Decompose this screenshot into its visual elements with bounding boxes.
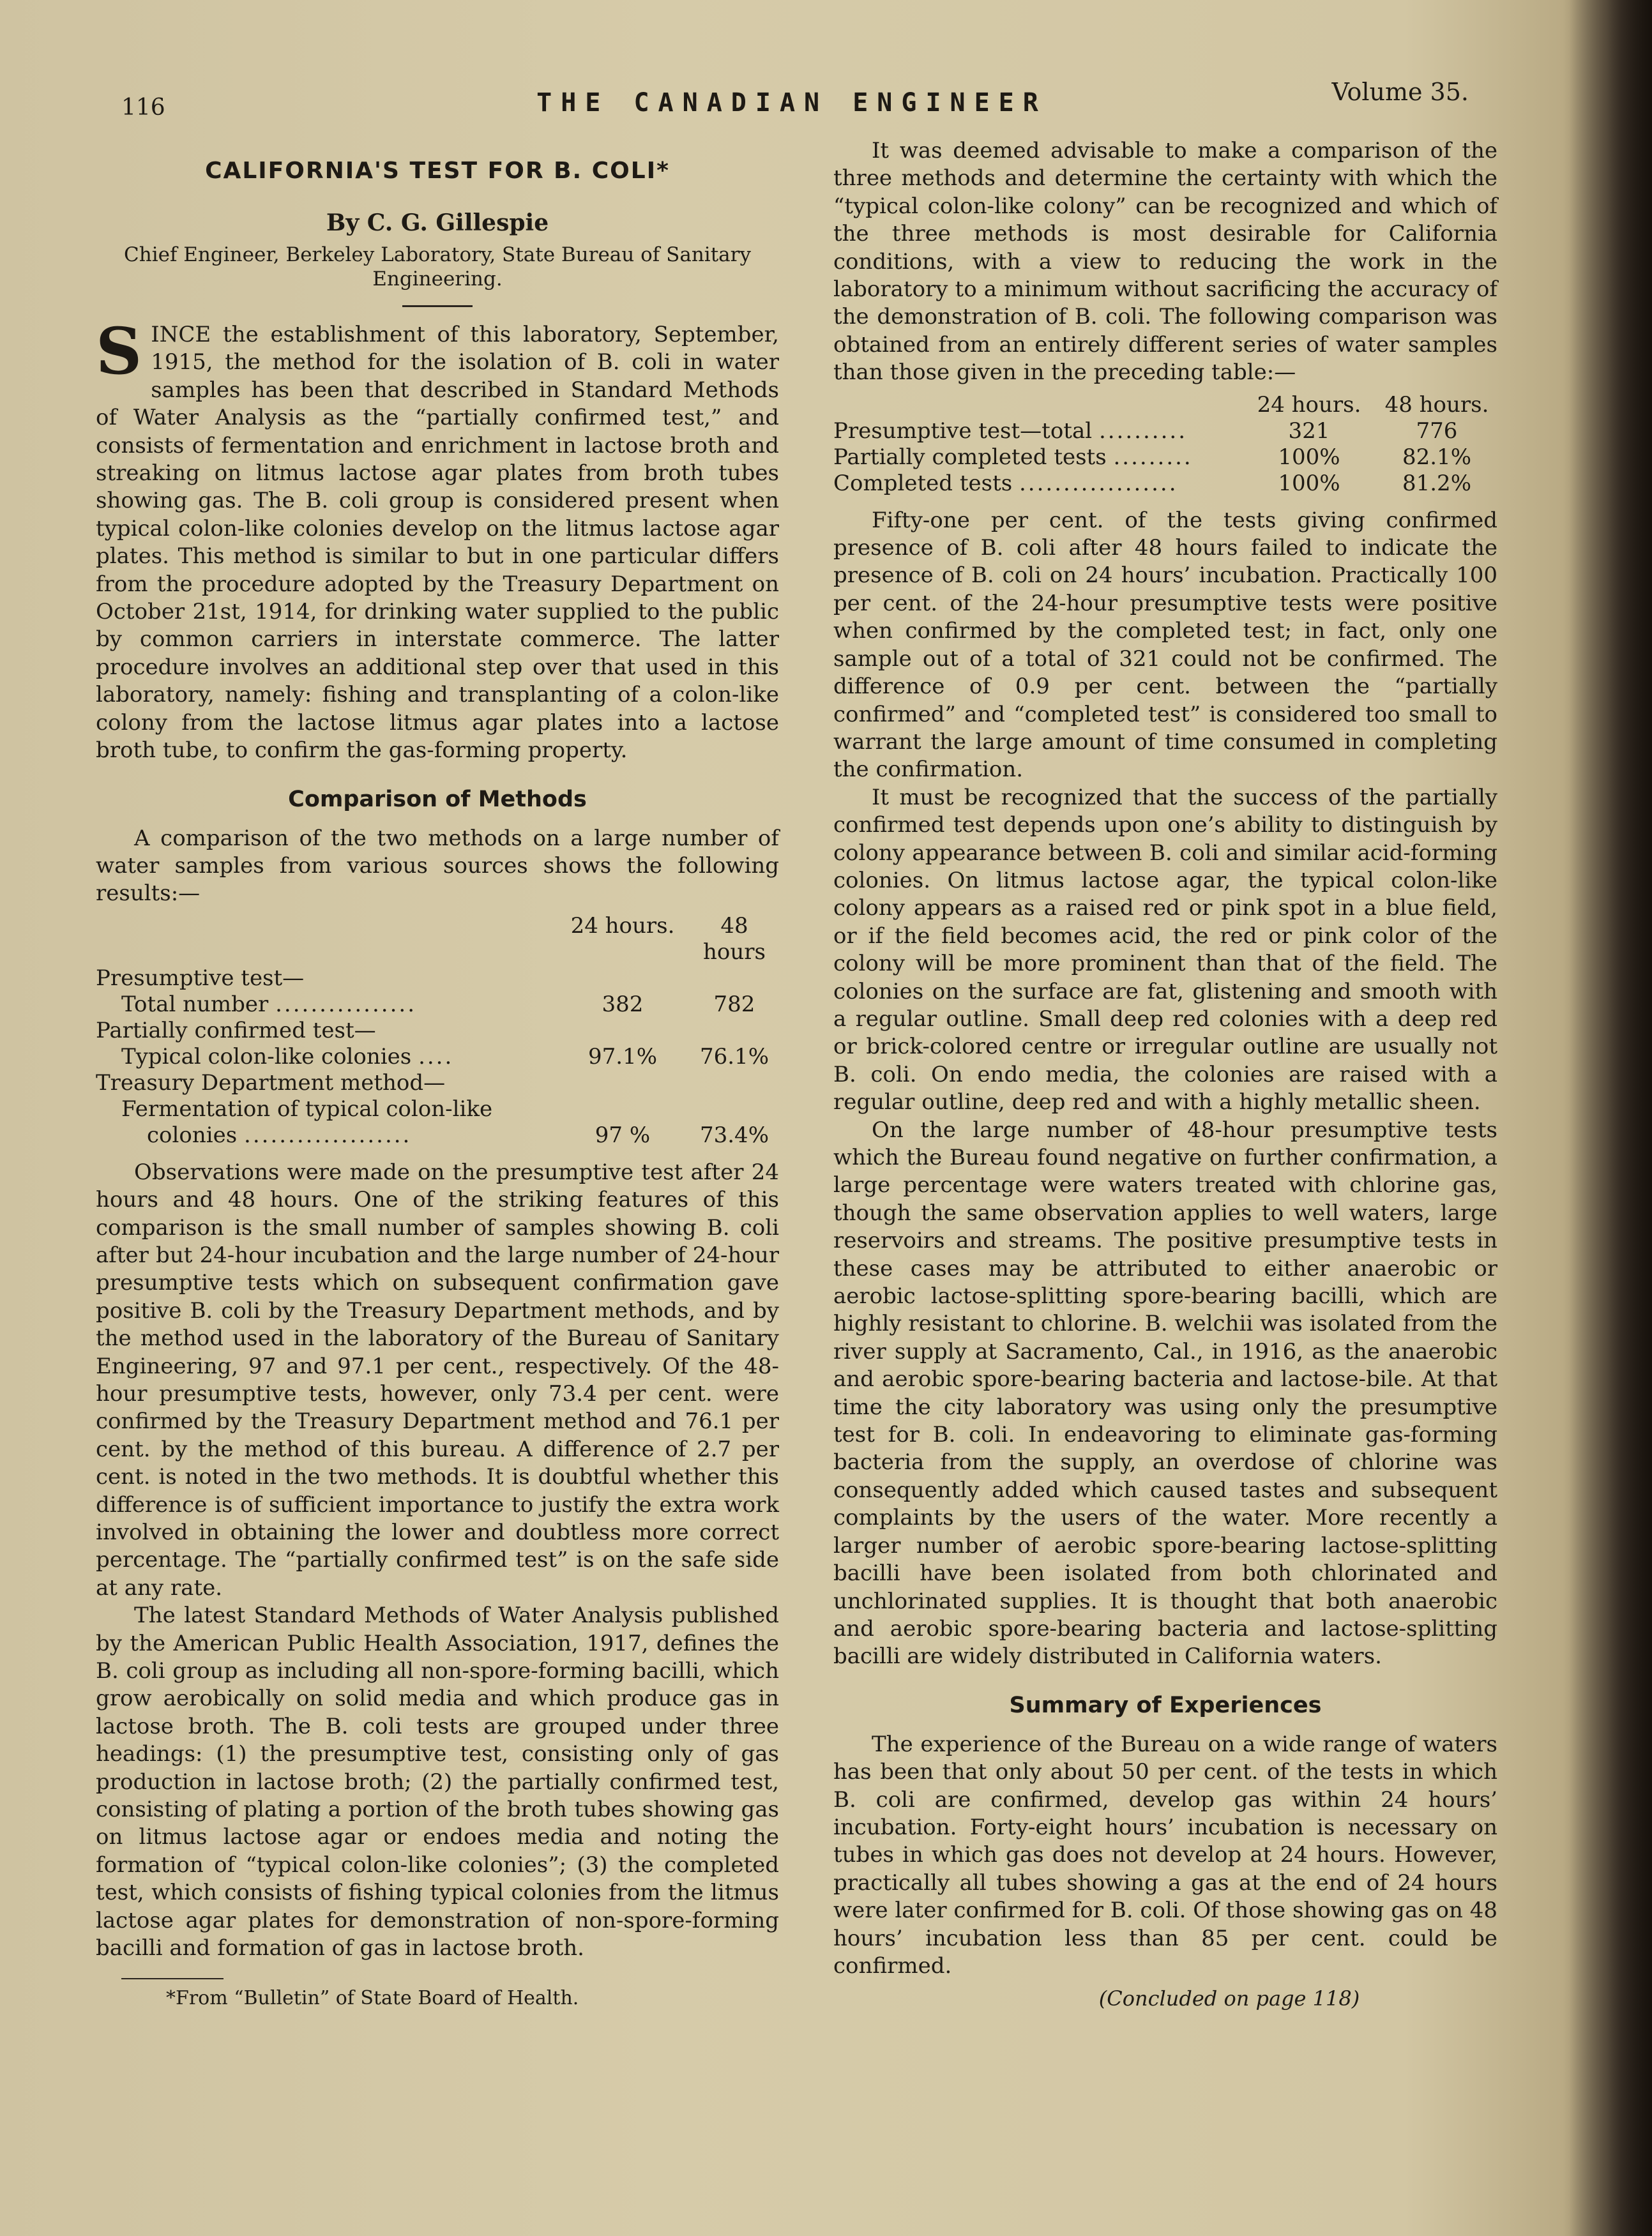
cell-value: 97 % [595, 1122, 651, 1148]
intro-paragraph [96, 313, 779, 765]
recognized-paragraph: It must be recognized that the success of the partially confirmed test depends upon one’s ability to distinguish by colony appearance between B. coli and similar acid-forming colonies. On litmus lactose agar, the typical colon-like colony appears as a raised red or pink spot in a blue field, or if the field becomes acid, the red or pink color of the colony will be more prominent than that of the field. The colonies on the surface are fat, glistening and smooth with a regular outline. Small deep red colonies with a deep red or brick-colored centre or irregular outline are usually not B. coli. On endo media, the colonies are raised with a regular outline, deep red and with a highly metallic sheen. [833, 784, 1497, 1115]
standard-methods-paragraph: The latest Standard Methods of Water Analysis published by the American Public Health Association, 1917, defines the B. coli group as including all non-spore-forming bacilli, which grow aerobically on solid media and which produce gas in lactose broth. The B. coli tests are grouped under three headings: (1) the presumptive test, consisting only of gas production in lactose broth; (2) the partially confirmed test, consisting of plating a portion of the broth tubes showing gas on litmus lactose agar or endoes media and noting the formation of “typical colon-like colonies”; (3) the completed test, which consists of fishing typical colonies from the litmus lactose agar plates for demonstration of non-spore-forming bacilli and formation of gas in lactose broth. [96, 1603, 779, 1961]
summary-paragraph: The experience of the Bureau on a wide range of waters has been that only about 50 per cent. of the tests in which B. coli are confirmed, develop gas within 24 hours’ incubation. Forty-eight hours’ incubation is necessary on tubes in which gas does not develop at 24 hours. However, practically all tubes showing a gas at the end of 24 hours were later confirmed for B. coli. Of those showing gas on 48 hours’ incubation less than 85 per cent. could be confirmed. [833, 1731, 1497, 1979]
binding-shadow [1563, 0, 1652, 2236]
article-title: CALIFORNIA'S TEST FOR B. COLI* [205, 158, 670, 184]
table-row [96, 1070, 779, 1096]
summary-heading: Summary of Experiences [1009, 1692, 1322, 1718]
cell-value: 776 [1416, 418, 1458, 444]
leader-dots: ................ [275, 991, 417, 1017]
row-label: colonies [147, 1122, 238, 1148]
table-row [96, 992, 779, 1018]
drop-cap: S [96, 313, 142, 389]
divider-rule [402, 305, 473, 307]
leader-dots: .... [418, 1043, 454, 1069]
cell-value: 73.4% [699, 1122, 769, 1148]
running-header [96, 70, 1488, 121]
row-label: Completed tests [833, 470, 1013, 496]
journal-title: THE CANADIAN ENGINEER [536, 88, 1047, 117]
byline: By C. G. Gillespie [326, 209, 549, 236]
left-column [96, 144, 779, 2009]
leader-dots: .................. [1019, 470, 1178, 496]
row-label: Presumptive test— [96, 965, 305, 991]
leader-dots: ......... [1113, 444, 1193, 470]
affiliation: Chief Engineer, Berkeley Laboratory, State Bureau of Sanitary Engineering. [124, 243, 751, 291]
footnote-rule [121, 1978, 224, 1979]
cell-value: 100% [1278, 470, 1340, 496]
presumptive-tests-paragraph: On the large number of 48-hour presumptive tests which the Bureau found negative on further confirmation, a large percentage were waters treated with chlorine gas, though the same observation applies to well waters, large reservoirs and streams. The positive presumptive tests in these cases may be attributed to either anaerobic or aerobic lactose-splitting spore-bearing bacilli, which are highly resistant to chlorine. B. welchii was isolated from the river supply at Sacramento, Cal., in 1916, as the anaerobic and aerobic spore-bearing bacteria and lactose-bile. At that time the city laboratory was using only the presumptive test for B. coli. In endeavoring to eliminate gas-forming bacteria from the supply, an overdose of chlorine was consequently added which caused tastes and subsequent complaints by the users of the water. More recently a larger number of aerobic spore-bearing lactose-splitting bacilli have been isolated from both chlorinated and unchlorinated supplies. It is thought that both anaerobic and aerobic spore-bearing bacteria and lactose-splitting bacilli are widely distributed in California waters. [833, 1117, 1497, 1670]
table-header-row [833, 392, 1497, 418]
volume-label: Volume 35. [1331, 78, 1469, 106]
intro-text: INCE the establishment of this laboratory, September, 1915, the method for the isolation of B. coli in water samples has been that described in Standard Methods of Water Analysis as the “partially confirmed test,” and consists of fermentation and enrichment in lactose broth and streaking on litmus lactose agar plates from broth tubes showing gas. The B. coli group is considered present when typical colon-like colonies develop on the litmus lactose agar plates. This method is similar to but in one particular differs from the procedure adopted by the Treasury Department on October 21st, 1914, for drinking water supplied to the public by common carriers in interstate commerce. The latter procedure involves an additional step over that used in this laboratory, namely: fishing and transplanting of a colon-like colony from the lactose litmus agar plates into a lactose broth tube, to confirm the gas-forming property. [96, 322, 779, 764]
table-row [833, 418, 1497, 444]
observations-paragraph: Observations were made on the presumptive test after 24 hours and 48 hours. One of the striking features of this comparison is the small number of samples showing B. coli after but 24-hour incubation and the large number of 24-hour presumptive tests which on subsequent confirmation gave positive B. coli by the Treasury Department methods, and by the method used in the laboratory of the Bureau of Sanitary Engineering, 97 and 97.1 per cent., respectively. Of the 48-hour presumptive tests, however, only 73.4 per cent. were confirmed by the Treasury Department method and 76.1 per cent. by the method of this bureau. A difference of 2.7 per cent. is noted in the two methods. It is doubtful whether this difference is of sufficient importance to justify the extra work involved in obtaining the lower and doubtless more correct percentage. The “partially confirmed test” is on the safe side at any rate. [96, 1159, 779, 1601]
leader-dots: .......... [1098, 418, 1188, 444]
cell-value: 82.1% [1402, 444, 1471, 470]
footnote: *From “Bulletin” of State Board of Health. [166, 1986, 579, 2009]
table-col-header: 24 hours. [570, 912, 675, 939]
cell-value: 321 [1288, 418, 1330, 444]
advisable-paragraph: It was deemed advisable to make a comparison of the three methods and determine the certainty with which the “typical colon-like colony” can be recognized and which of the three methods is most desirable for California conditions, with a view to reducing the work in the laboratory to a minimum without sacrificing the accuracy of the demonstration of B. coli. The following comparison was obtained from an entirely different series of water samples than those given in the preceding table:— [833, 138, 1497, 386]
cell-value: 81.2% [1402, 470, 1471, 496]
row-label: Presumptive test—total [833, 418, 1093, 444]
cell-value: 382 [602, 991, 644, 1017]
leader-dots: ................... [244, 1122, 412, 1148]
continuation-note: (Concluded on page 118) [1098, 1986, 1360, 2011]
cell-value: 100% [1278, 444, 1340, 470]
table-row [96, 1018, 779, 1044]
table-row [96, 1096, 779, 1122]
cell-value: 76.1% [699, 1043, 769, 1069]
table-col-header: 48 hours [703, 912, 766, 965]
row-label: Partially confirmed test— [96, 1017, 376, 1043]
comparison-heading: Comparison of Methods [288, 786, 587, 812]
results-table-1 [96, 913, 779, 1149]
table-row [96, 1044, 779, 1070]
right-column [833, 137, 1497, 2011]
table-row [96, 965, 779, 992]
table-col-header: 24 hours. [1257, 391, 1361, 418]
table-row [833, 471, 1497, 497]
row-label: Total number [121, 991, 269, 1017]
cell-value: 97.1% [587, 1043, 657, 1069]
row-label: Typical colon-like colonies [121, 1043, 412, 1069]
cell-value: 782 [713, 991, 755, 1017]
comparison-intro: A comparison of the two methods on a large number of water samples from various sources shows the following results:— [96, 825, 779, 907]
table-col-header: 48 hours. [1384, 391, 1489, 418]
table-header-row [96, 913, 779, 965]
row-label: Partially completed tests [833, 444, 1107, 470]
row-label: Fermentation of typical colon-like [121, 1096, 493, 1122]
row-label: Treasury Department method— [96, 1069, 446, 1096]
results-table-2 [833, 392, 1497, 497]
page-number: 116 [121, 94, 165, 121]
table-row [833, 444, 1497, 471]
table-row [96, 1122, 779, 1149]
fifty-one-paragraph: Fifty-one per cent. of the tests giving confirmed presence of B. coli after 48 hours failed to indicate the presence of B. coli on 24 hours’ incubation. Practically 100 per cent. of the 24-hour presumptive tests were positive when confirmed by the completed test; in fact, only one sample out of a total of 321 could not be confirmed. The difference of 0.9 per cent. between the “partially confirmed” and “completed test” is considered too small to warrant the large amount of time consumed in completing the confirmation. [833, 507, 1497, 783]
